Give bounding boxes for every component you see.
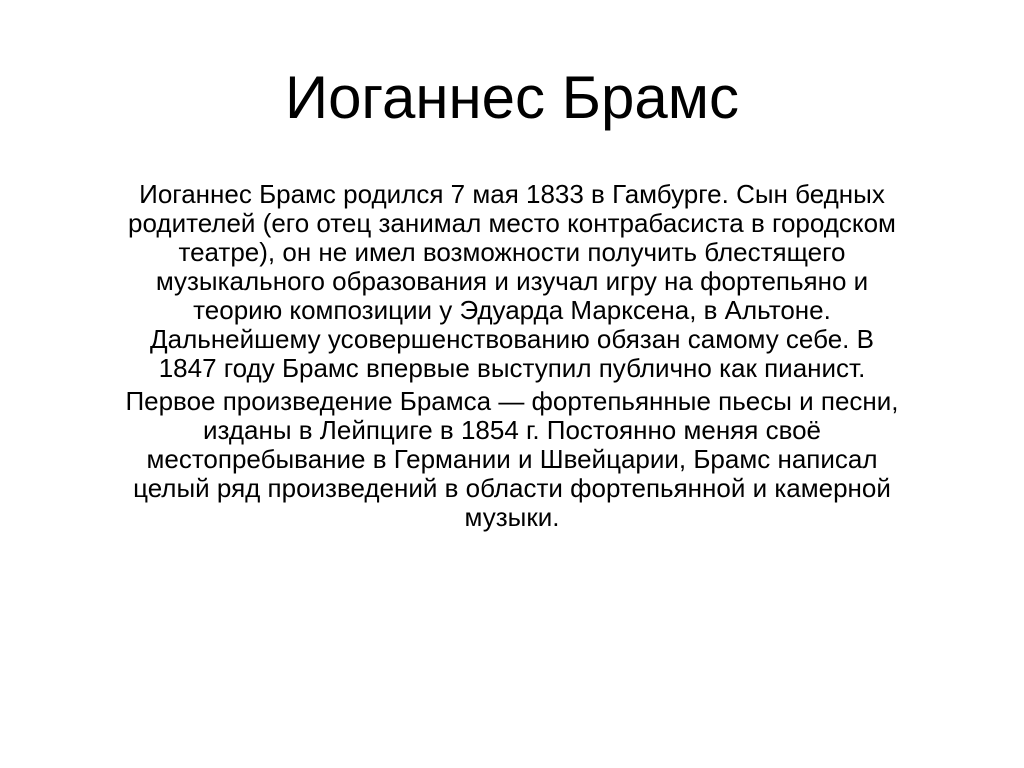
text-line: теорию композиции у Эдуарда Марксена, в Альтоне. [193,295,831,325]
text-line: целый ряд произведений в области фортепьянной и камерной [133,473,891,503]
text-line: местопребывание в Германии и Швейцарии, Брамс написал [146,444,878,474]
text-line: Первое произведение Брамса — фортепьянные пьесы и песни, [125,386,899,416]
text-line: 1847 году Брамс впервые выступил публично как пианист. [158,353,866,383]
text-line: Дальнейшему усовершенствованию обязан самому себе. В [150,324,874,354]
paragraph-works [0,387,1024,532]
slide-title: Иоганнес Брамс [284,64,740,131]
text-line: родителей (его отец занимал место контрабасиста в городском [128,208,896,238]
text-line: изданы в Лейпциге в 1854 г. Постоянно меняя своё [202,415,822,445]
paragraph-biography [0,180,1024,383]
text-line: музыкального образования и изучал игру на фортепьяно и [155,266,869,296]
slide-body [0,180,1024,532]
text-line: Иоганнес Брамс родился 7 мая 1833 в Гамбурге. Сын бедных [139,179,885,209]
text-line: театре), он не имел возможности получить блестящего [178,237,846,267]
text-line: музыки. [464,502,560,532]
